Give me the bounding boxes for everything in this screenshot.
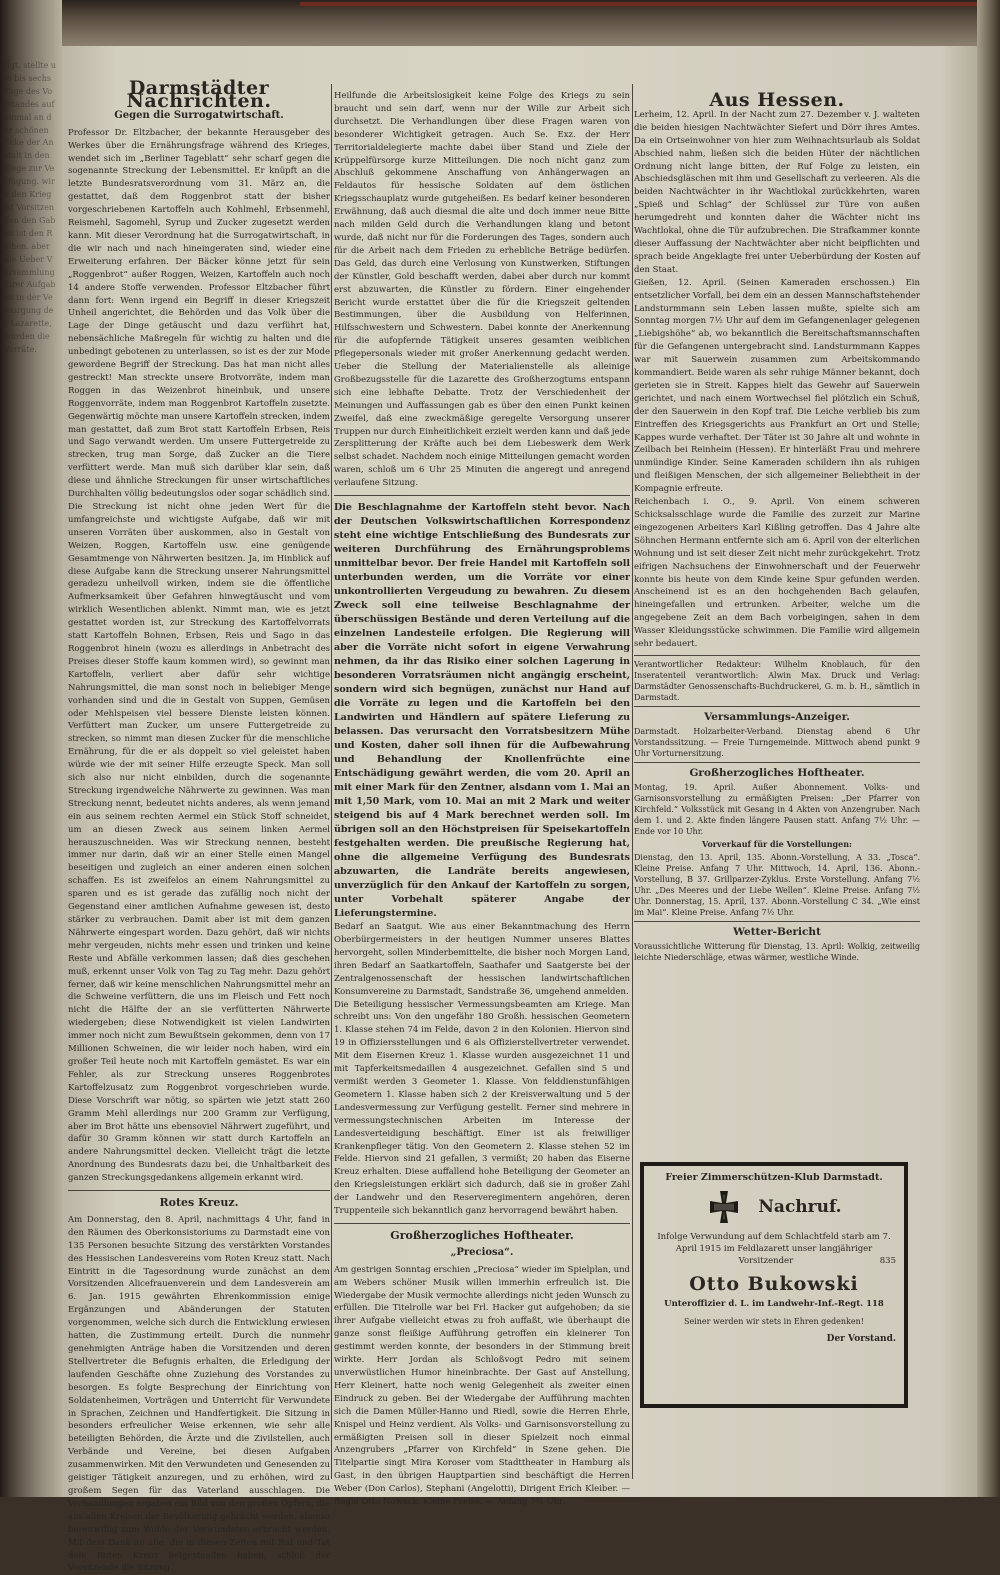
article-headline: Rotes Kreuz. [159,1196,239,1210]
article-body: Am gestrigen Sonntag erschien „Preciosa“ wieder im Spielplan, und am Webers schöner Musik willen immerhin erfreulich ist. Die Wiedergabe der Musik vermochte allerdings nicht jeden Wunsch zu erfüllen. Die Titelrolle war bei Frl. Hacker gut aufgehoben; da sie ihrer Aufgabe vielleicht etwas zu froh auffaßt, wie überhaupt die ganze sonst fleißige Aufführung getroffen ein kleinerer Ton gestimmt werden konnte, der besonders in der Stimmung breit wirkte. Herr Jordan als Schloßvogt Pedro mit seinem unverwüstlichen Humor hineinbrachte. Der Gast auf Anstellung, Herr Kleinert, hatte noch wenig Gelegenheit als zweiter einen Eindruck zu geben. Bei der Wiedergabe der Aufführung machten sich die Damen Müller-Hanno und Riedl, sowie die Herren Ehrle, Knispel und Heinz verdient. Als Volks- und Garnisonsvorstellung zu ermäßigten Preisen soll in dieser Spielzeit noch einmal Anzengrubers „Pfarrer von Kirchfeld“ in Szene gehen. Die Titelpartie singt Mira Koroser vom Stadttheater in Hamburg als Gast, in den übrigen Hauptpartien sind beschäftigt die Herren Weber (Don Carlos), Stephani (Angelotti), Dirigent Erich Kleiber. — Regie Otto Nowack. Kleine Preise. — Anfang 7½ Uhr. [334,1264,630,1508]
article-body: Professor Dr. Eltzbacher, der bekannte Herausgeber des Werkes über die Ernährungsfrage während des Krieges, wendet sich im „Berliner Tageblatt“ sehr scharf gegen die sogenannte Streckung der Lebensmittel. Er knüpft an die letzte Bundesratsverordnung vom 31. März an, die gestattet, daß dem Roggenbrot statt der bisher vorgeschriebenen Kartoffeln auch Kohlmehl, Erbsenmehl, Reismehl, Sagomehl, Syrup und Zucker zugesetzt werden kann. Mit dieser Verordnung hat die Surrogatwirtschaft, in die wir nach und nach hineingeraten sind, wieder eine Erweiterung erfahren. Der Bäcker könne jetzt für sein „Roggenbrot“ außer Roggen, Weizen, Kartoffeln auch noch 14 andere Stoffe verwenden. Professor Eltzbacher führt dann fort: Wenn irgend ein Begriff in dieser Kriegszeit Unheil angerichtet, die Behörden und das Volk über die Lage der Dinge getäuscht und dazu verführt hat, nebensächliche Maßregeln für wichtig zu halten und die unbedingt gebotenen zu unterlassen, so ist es der zur Mode gewordene Begriff der Streckung. Das hat man nicht alles gestreckt! Man streckte unsere Brotvorräte, indem man Roggen in das Weizenbrot hineinbuk, und unsere Roggenvorräte, indem man Roggenbrot Kartoffeln zusetzte. Gegenwärtig möchte man unsere Kartoffeln strecken, indem man gestattet, daß zum Brot statt Kartoffeln Erbsen, Reis und Sago verwandt werden. Um unsere Futtergetreide zu strecken, trug man Sorge, daß Zucker an die Tiere verfüttert werde. Man muß sich darüber klar sein, daß diese und ähnliche Streckungen für unser wirtschaftliches Durchhalten völlig bedeutungslos oder sogar schädlich sind. Die Streckung ist nicht ohne jeden Wert für die umfangreichste und wichtigste Aufgabe, daß wir mit unseren Vorräten über auskommen, also in Gestalt von Weizen, Roggen, Kartoffeln usw. eine genügende Gesamtmenge von Nährwerten besitzen. Ja, im Hinblick auf diese Aufgabe kann die Streckung unserer Nahrungsmittel geradezu unheilvoll wirken, indem sie die öffentliche Aufmerksamkeit über Gefahren hinwegtäuscht und vom wirklich Wesentlichen ablenkt. Nimmt man, wie es jetzt gestattet worden ist, zur Streckung des Kartoffelvorrats statt Kartoffeln Bohnen, Erbsen, Reis und Sago in das Roggenbrot hinein (wozu es allerdings in Anbetracht des Preises dieser Stoffe kaum kommen wird), so gewinnt man Kartoffeln, verliert aber dafür sehr wichtige Nahrungsmittel, die man sonst noch in beliebiger Menge vorhanden sind und die in Gestalt von Suppen, Gemüsen oder Mehlspeisen viel bessere Dienste leisten können. Verfüttert man Zucker, um unsere Futtergetreide zu strecken, so nimmt man diesen Zucker für die menschliche Ernährung, für die er als doppelt so viel geleistet haben würde wie der mit seiner Hilfe erzeugte Speck. Man soll sich also nur nicht einbilden, durch die sogenannte Streckung irgendwelche Nährwerte zu gewinnen. Was man Streckung nennt, bedeutet nichts anderes, als wenn jemand ein aus seinem rechten Aermel ein Stück Stoff schneidet, um an diesen Zweck aus seinem linken Aermel herauszuschneiden. Was wir Streckung nennen, besteht immer nur darin, daß wir an einer Stelle einen Mangel beseitigen und zugleich an einer anderen einen solchen schaffen. Es ist zweifelos an einem Nahrungsmittel zu sparen und es ist gerade das zufällig noch nicht der Gegenstand einer amtlichen Aufnahme gewesen ist, desto stärker zu verbrauchen. Damit aber ist mit dem ganzen Nährwerte eingespart worden. Dazu gehört, daß wir nichts mehr vergeuden, nichts mehr essen und trinken und keine Reste und Abfälle verkommen lassen; daß dies geschehen muß, erkennt unser Volk von Tag zu Tag mehr. Dazu gehört ferner, daß wir keine menschlichen Nahrungsmittel mehr an die Schweine verfüttern, die uns im Fleisch und Fett noch nicht die Hälfte der an sie verfütterten Nährwerte wiedergeben; diese Notwendigkeit ist vielen Landwirten immer noch nicht zum Bewußtsein gekommen, denn von 17 Millionen Schweinen, die wir leider noch haben, wird ein großer Teil heute noch mit Kartoffeln gemästet. Es war ein Fehler, als zur Streckung unseres Roggenbrotes Kartoffelzusatz zum Roggenbrot vorgeschrieben wurde. Diese Vorschrift war nötig, so spärten wie jetzt statt 260 Gramm Mehl allerdings nur 200 Gramm zur Verfügung, aber im Brot hätte uns ebensoviel Nährwert zugeführt, und dafür 30 Gramm können wir statt durch Kartoffeln an andere Nahrungsmittel decken. Vielleicht trägt die letzte Anordnung des Bundesrats dazu bei, die Unhaltbarkeit des ganzen Streckungsgedankens allgemein erkannt wird. [68,127,330,1184]
article-body: Bedarf an Saatgut. Wie aus einer Bekanntmachung des Herrn Oberbürgermeisters in der heutigen Nummer unseres Blattes hervorgeht, sollen Minderbemittelte, die bisher noch Morgen Land, ihren Bedarf an Saatkartoffeln, Saathafer und Saatgerste bei der Zentralgenossenschaft der hessischen landwirtschaftlichen Konsumvereine zu Darmstadt, Sandstraße 36, umgehend anmelden. [334,922,630,997]
page-right-edge [977,0,1000,1497]
ad-headline: Versammlungs-Anzeiger. [704,710,850,723]
column-rule [632,84,633,1479]
advertisements [634,655,920,966]
separator [334,495,630,496]
article-body: Die Beteiligung hessischer Vermessungsbeamten am Kriege. Man schreibt uns: Von den ungefähr 180 Großh. hessischen Geometern 1. Klasse stehen 74 im Felde, davon 2 in den Kolonien. Hiervon sind 19 in Offiziersstellungen und 6 als Offizierstellvertreter verwendet. Mit dem Eisernen Kreuz 1. Klasse wurden ausgezeichnet 11 und mit Tapferkeitsmedaillen 4 ausgezeichnet. Gefallen sind 5 und vermißt werden 3 Geometer 1. Klasse. Von felddienstunfähigen Geometern 1. Klasse haben sich 2 der Kreisverwaltung und 5 der Landesvermessung zur Verfügung gestellt. Ferner sind mehrere in vermessungstechnischen Arbeiten im Interesse der Landesverteidigung beschäftigt. Einer ist als freiwilliger Krankenpfleger tätig. Von den Geometern 2. Klasse stehen 52 im Felde. Hiervon sind 21 gefallen, 3 vermißt; 20 haben das Eiserne Kreuz erhalten. Diese auffallend hohe Beteiligung der Geometer an den Kriegsleistungen erklärt sich dadurch, daß sie in großer Zahl der Landwehr und den Reserveregimentern angehören, deren Truppenteile sich bekanntlich ganz hervorragend bewährt haben. [334,999,630,1217]
ad-headline: Wetter-Bericht [733,925,821,938]
article-body: Lerheim, 12. April. In der Nacht zum 27. Dezember v. J. walteten die beiden hiesigen Nachtwächter Siefert und Dörr ihres Amtes. Da ein Ortseinwohner von hier zum Weihnachtsurlaub als Soldat Abschied nahm, ließen sich die beiden Hüter der nächtlichen Ordnung nicht lange bitten, der Ruf Folge zu leisten, ein Abschiedsgläschen mit ihm und Gesellschaft zu verleeren. Als die beiden Nachtwächter in ihr Wachtlokal zurückkehrten, waren „Spieß und Schlag“ der Schlüssel zur Türe von außen herumgedreht und konnten daher die Wächter nicht ins Wachtlokal, ohne die Tür aufzubrechen. Die Strafkammer konnte dieser Auffassung der Nachtwächter aber nicht beipflichten und sprach beide Angeklagte frei unter Ueberbürdung der Kosten auf den Staat. [634,109,920,275]
theatre-subheadline: „Preciosa“. [450,1246,514,1258]
article-body: Am Donnerstag, den 8. April, nachmittags 4 Uhr, fand in den Räumen des Oberkonsistoriums zu Darmstadt eine von 135 Personen besuchte Sitzung des verstärkten Vorstandes des Hessischen Landesvereins vom Roten Kreuz statt. Nach Eintritt in die Tagesordnung wurde zunächst an dem Vorsitzenden Alicefrauenverein und dem Landesverein am 6. Jan. 1915 gewährten Ehrenkommission einige Ergänzungen und Abänderungen der Statuten vorgenommen, welche sich durch die Entwicklung erwiesen hatten, die Zustimmung erteilt. Durch die nunmehr genehmigten Anträge haben die Vorsitzenden und deren Stellvertreter die Befugnis erhalten, die Erledigung der laufenden Geschäfte ohne Zuziehung des Vorstandes zu besorgen. Es folgte Besprechung der Einrichtung von Soldatenheimen, Vorträgen und Unterricht für Verwundete in Sprachen, Zeichnen und Handfertigkeit. Die Sitzung in besonders erfreulicher Weise erkennen, wie sehr alle beteiligten Behörden, die Ärzte und die Zivilstellen, auch Verbände und Vereine, bei diesen Aufgaben zusammenwirken. Mit den Verwundeten und Genesenden zu geistiger Tätigkeit anzuregen, und zu erhöhen, wird zu großem Segen für das Vaterland ausschlagen. Die Verhandlungen ergaben ein Bild von den großen Opfern, die aus allen Kreisen der Bevölkerung gebracht werden, ebenso bereitwillig zum Wohle der Verwundeten erbracht werden. Mit dem Dank an alle, die in diesen Zeiten mit Rat und Tat dem Roten Kreuz beigestanden haben, schloß der Vorsitzende die Sitzung. [68,1214,330,1574]
ad-block [634,921,920,966]
section-masthead: Aus Hessen. [709,89,845,111]
ad-headline: Großherzogliches Hoftheater. [689,766,865,779]
left-column [68,77,330,1574]
obituary-code: 835 [879,1256,896,1266]
article-body: Reichenbach i. O., 9. April. Von einem schweren Schicksalsschlage wurde die Familie des zurzeit zur Marine eingezogenen Arbeiters Karl Kißling getroffen. Das 4 Jahre alte Söhnchen Hermann entfernte sich am 6. April von der elterlichen Wohnung und ist seit dieser Zeit nicht mehr zurückgekehrt. Trotz eifrigen Nachsuchens der Einwohnerschaft und der Feuerwehr konnte bis heute von dem Kinde keine Spur gefunden werden. Anscheinend ist es an den hochgehenden Bach gelaufen, hineingefallen und ertrunken. Arbeiter, welche um die angegebene Zeit an dem Bach vorbeigingen, sahen in dem Wasser Kleidungsstücke schwimmen. Die Familie wird allgemein sehr bedauert. [634,497,920,650]
obituary-text [652,1231,896,1267]
impressum: Verantwortlicher Redakteur: Wilhelm Knoblauch, für den Inseratenteil verantwortlich: Alwin Max. Druck und Verlag: Darmstädter Genossenschafts-Buchdruckerei, G. m. b. H., sämtlich in Darmstadt. [634,655,920,706]
ad-text: Montag, 19. April. Außer Abonnement. Volks- und Garnisonsvorstellung zu ermäßigten Preisen: „Der Pfarrer von Kirchfeld.“ Volksstück mit Gesang in 4 Akten von Anzengruber. Nach dem 1. und 2. Akte finden längere Pausen statt. Anfang 7½ Uhr. — Ende vor 10 Uhr. [634,782,920,836]
book-binding [0,0,62,1497]
section-masthead: Darmstädter Nachrichten. [126,77,272,112]
ad-block [634,706,920,762]
column-rule [331,84,332,1479]
theatre-headline: Großherzogliches Hoftheater. [390,1228,574,1242]
article-body-bold: Die Beschlagnahme der Kartoffeln steht bevor. Nach der Deutschen Volkswirtschaftlichen Korrespondenz steht eine wichtige Entschließung des Bundesrats zur weiteren Durchführung des Ernährungsproblems unmittelbar bevor. Der freie Handel mit Kartoffeln soll unterbunden werden, um die Vorräte vor einer unkontrollierten Vergeudung zu bewahren. Zu diesem Zweck soll eine teilweise Beschlagnahme der überschüssigen Bestände und deren Verteilung auf die einzelnen Landesteile erfolgen. Die Regierung will aber die Vorräte nicht sofort in eigene Verwahrung nehmen, da ihr das Risiko einer solchen Lagerung in besonderen Vorratsräumen nicht angängig erscheint, sondern wird sich begnügen, zunächst nur Hand auf die Vorräte zu legen und die Kartoffeln bei den Landwirten und Händlern auf spätere Lieferung zu belassen. Das verursacht den Vorratsbesitzern Mühe und Kosten, daher soll ihnen für die Aufbewahrung und Behandlung der Knollenfrüchte eine Entschädigung gewährt werden, die vom 20. April an mit einer Mark für den Zentner, alsdann vom 1. Mai an mit 1,50 Mark, vom 10. Mai an mit 2 Mark und weiter steigend bis auf 4 Mark berechnet werden soll. Im übrigen soll an den Höchstpreisen für Speisekartoffeln festgehalten werden. Die preußische Regierung hat, ohne die allgemeine Verfügung des Bundesrats abzuwarten, die Landräte bereits angewiesen, unverzüglich für den Ankauf der Kartoffeln zu sorgen, unter Vorbehalt späterer Angabe der Lieferungstermine. [334,502,630,920]
binding-red-stripe [300,2,1000,6]
iron-cross-icon [706,1189,742,1225]
ad-block [634,762,920,921]
obituary-club: Freier Zimmerschützen-Klub Darmstadt. [665,1172,883,1183]
article-headline: Gegen die Surrogatwirtschaft. [114,109,284,121]
separator [68,1190,330,1191]
article-body: Gießen, 12. April. (Seinen Kameraden erschossen.) Ein entsetzlicher Vorfall, bei dem ein an dessen Mannschaftstehender Landsturmmann sein Leben lassen mußte, spielte sich am Sonntag morgen 7½ Uhr auf dem im Gefangenenlager gelegenen „Liebigshöhe“ ab, wo bekanntlich die Bereitschaftsmannschaften für die Gefangenen untergebracht sind. Landsturmmann Kappes war mit Sauerwein zusammen zum Arbeitskommando kommandiert. Beide waren als sehr ruhige Männer bekannt, doch gerieten sie in Streit. Kappes hielt das Gewehr auf Sauerwein gerichtet, und nach einem Wortwechsel fiel plötzlich ein Schuß, der den Sauerwein in den Kopf traf. Die Leiche verblieb bis zum Eintreffen des Kriegsgerichts aus Frankfurt an Ort und Stelle; Kappes wurde verhaftet. Der Täter ist 30 Jahre alt und wohnte in Zeilbach bei Reinheim (Hessen). Er hinterläßt Frau und mehrere unmündige Kinder. Seine Kameraden schildern ihn als ruhigen und fleißigen Menschen, der sich allgemeiner Beliebtheit in der Kompagnie erfreute. [634,277,920,495]
obituary-header-row [652,1189,896,1225]
article-body: Heilfunde die Arbeitslosigkeit keine Folge des Kriegs zu sein braucht und sein darf, wenn nur der Wille zur Arbeit sich durchsetzt. Die Verhandlungen über diese Fragen waren von besonderer Wichtigkeit getragen. Auch Se. Exz. der Herr Territorialdelegierte machte dabei über Stand und Ziele der Krüppelfürsorge kurze Mitteilungen. Die noch nicht ganz zum Abschluß gekommene Anschaffung von Anhängerwagen an Feldautos für hessische Soldaten auf dem östlichen Kriegsschauplatz wurde gutgeheißen. Es bedarf keiner besonderen Erwähnung, daß auch diesmal die alte und doch immer neue Bitte nach milden Geld durch die Verhandlungen klang und betont wurde, daß nicht nur für die Forderungen des Tages, sondern auch für die Arbeit nach dem Frieden zu erhebliche Beträge bedürfen. Das Geld, das durch eine Verlosung von Kunstwerken, Stiftungen der Künstler, Gold beschafft werden, dabei aber durch nur kommt erst abzuwarten, die Künstler zu fördern. Einer eingehender Bericht wurde erstattet über die für die Kriegszeit geltenden Bestimmungen, über die Ausbildung von Helferinnen, Hilfsschwestern und Schwestern. Dabei konnte der Anerkennung für die aufopfernde Tätigkeit unseres gesamten weiblichen Pflegepersonals wieder mit großer Anerkennung gedacht werden. Ueber die Stellung der Materialienstelle als alleinige Großbezugsstelle für die Lazarette des Großherzogtums entspann sich eine lebhafte Debatte. Trotz der Verschiedenheit der Meinungen und Auffassungen gab es über den einen Punkt keinen Zweifel, daß eine zweckmäßige geregelte Versorgung unserer Truppen nur durch Einheitlichkeit erzielt werden kann und daß jede Zersplitterung der Kräfte auch bei dem Liebeswerk dem Werk selbst schadet. Nachdem noch einige Mitteilungen gemacht worden waren, schloß um 6 Uhr 25 Minuten die angeregt und anregend verlaufene Sitzung. [334,91,630,489]
obituary-title: Nachruf. [758,1197,842,1217]
ad-text: Darmstadt. Holzarbeiter-Verband. Dienstag abend 6 Uhr Vorstandssitzung. — Freie Turngemeinde. Mittwoch abend punkt 9 Uhr Vorturnersitzung. [634,726,920,758]
obituary-name: Otto Bukowski [689,1273,859,1295]
middle-column [334,90,630,1508]
ad-text: Voraussichtliche Witterung für Dienstag, 13. April: Wolkig, zeitweilig leichte Niederschläge, etwas wärmer, westliche Winde. [634,941,920,962]
page-top-edge [62,0,1000,46]
separator [334,1223,630,1224]
ad-text: Dienstag, den 13. April, 135. Abonn.-Vorstellung, A 33. „Tosca“. Kleine Preise. Anfang 7 Uhr. Mittwoch, 14. April, 136. Abonn.-Vorstellung, B 37. Grillparzer-Zyklus. Erste Vorstellung. Anfang 7½ Uhr. „Des Meeres und der Liebe Wellen“. Kleine Preise. Anfang 7½ Uhr. Donnerstag, 15. April, 137. Abonn.-Vorstellung C 34. „Wie einst im Mai“. Kleine Preise. Anfang 7½ Uhr. [634,852,920,917]
obituary-box [640,1162,908,1408]
obituary-message: Infolge Verwundung auf dem Schlachtfeld starb am 7. April 1915 im Feldlazarett unser langjähriger Vorsitzender [657,1232,891,1266]
right-column [634,90,920,1158]
obituary-signature: Der Vorstand. [826,1334,896,1344]
obituary-rank: Unteroffizier d. L. im Landwehr-Inf.-Regt. 118 [664,1299,884,1309]
ad-subheadline: Vorverkauf für die Vorstellungen: [702,838,852,849]
binding-bleed-text: tigt, stellte um bis sechs Tage des Vorstandes auf einmal an der schönen Ecke der Anstalt in den Wege zur Verfügung. wird den Krieg ist Vorsitzenden den Gaben ist den Reihen. aber die Ueber Versammlung ihrer Aufgaben in der Versorgung der Lazarette, wurden die Vorräte. [4,61,57,354]
obituary-closing: Seiner werden wir stets in Ehren gedenken! [684,1317,864,1326]
